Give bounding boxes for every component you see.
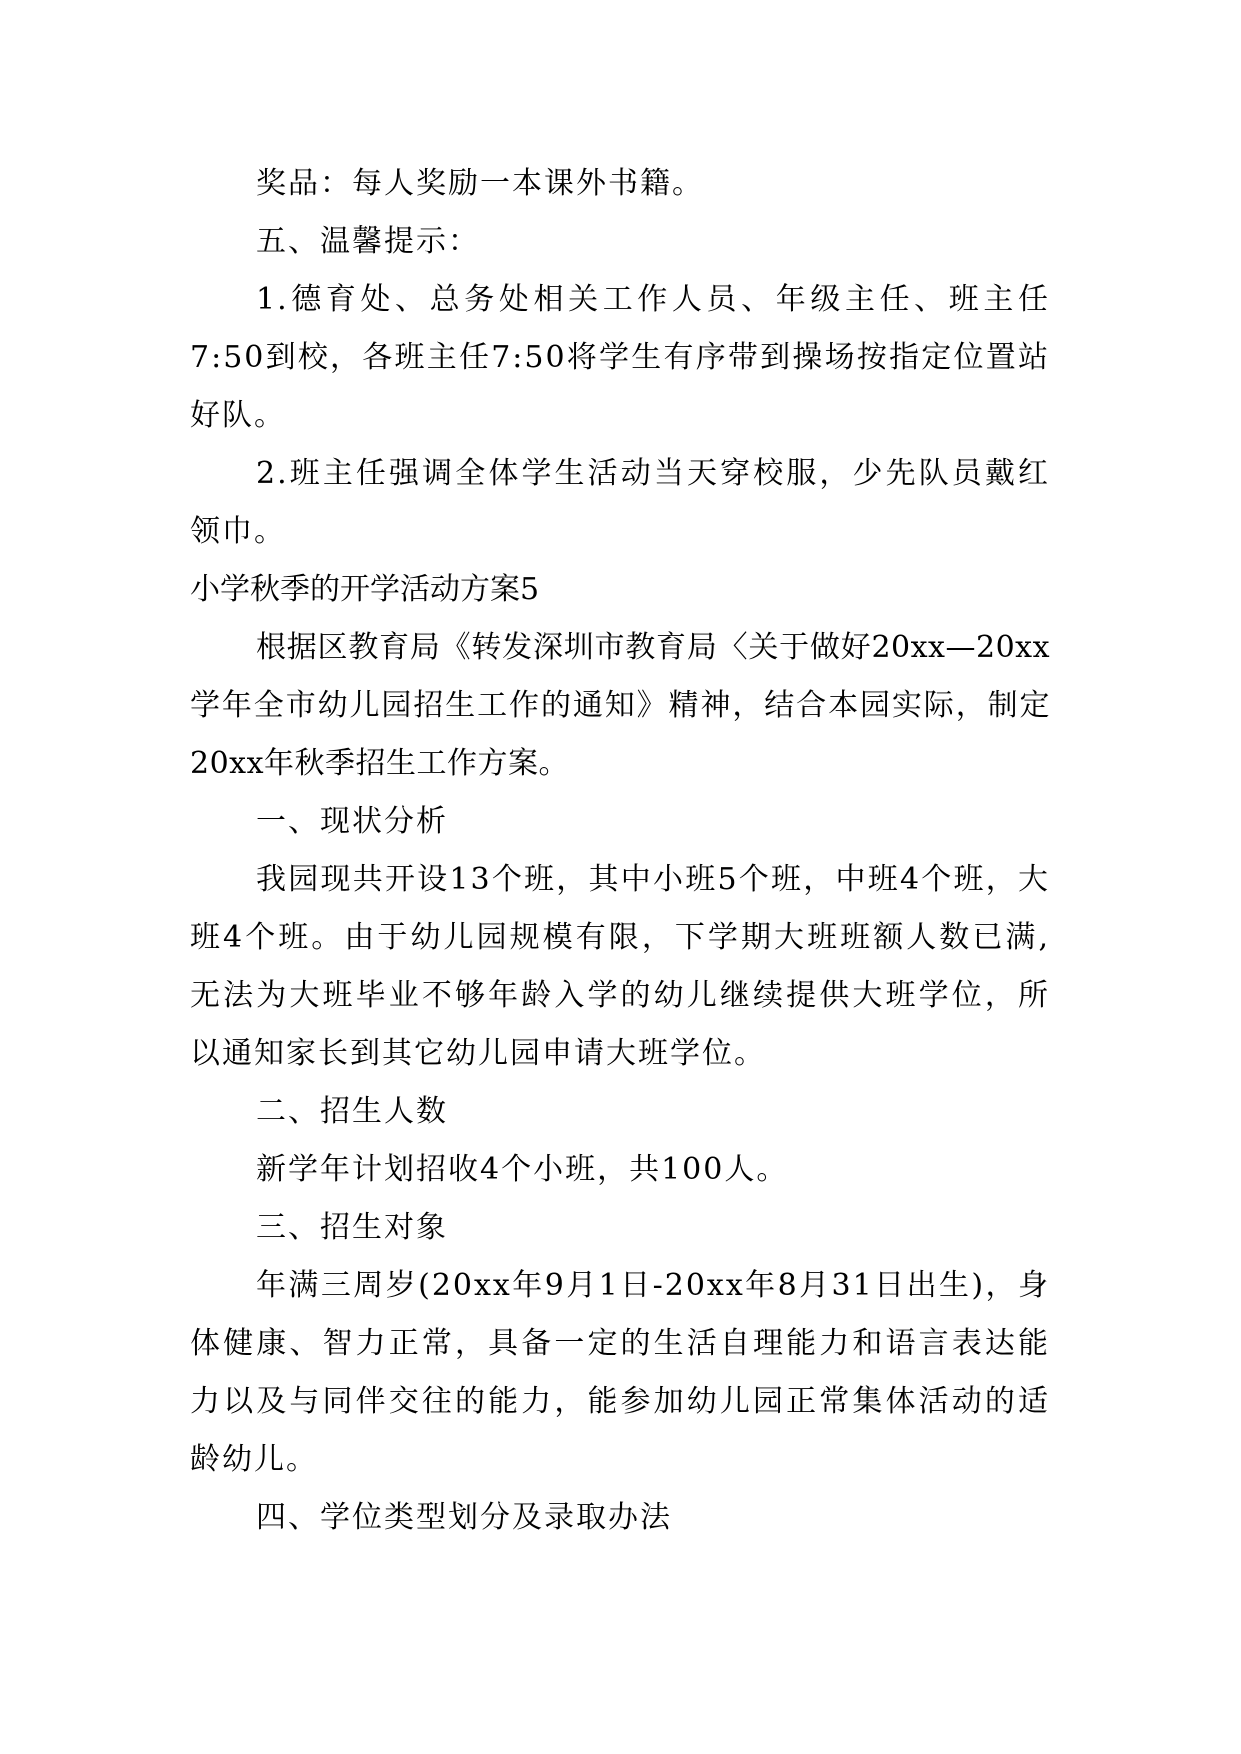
enrollment-number-paragraph: 新学年计划招收4个小班，共100人。 — [256, 1152, 789, 1187]
heading-status-analysis: 一、现状分析 — [256, 804, 448, 839]
heading-tips: 五、温馨提示： — [256, 224, 480, 259]
prize-line: 奖品：每人奖励一本课外书籍。 — [256, 166, 704, 201]
heading-enrollment-target: 三、招生对象 — [256, 1210, 448, 1245]
intro-paragraph: 根据区教育局《转发深圳市教育局〈关于做好20xx—20xx学年全市幼儿园招生工作的通知》精神，结合本园实际，制定20xx年秋季招生工作方案。 — [190, 630, 1050, 781]
status-paragraph: 我园现共开设13个班，其中小班5个班，中班4个班，大班4个班。由于幼儿园规模有限，下学期大班班额人数已满,无法为大班毕业不够年龄入学的幼儿继续提供大班学位，所以通知家长到其它幼儿园申请大班学位。 — [190, 862, 1050, 1071]
document-body — [190, 155, 1050, 1547]
enrollment-target-paragraph: 年满三周岁(20xx年9月1日-20xx年8月31日出生)，身体健康、智力正常，具备一定的生活自理能力和语言表达能力以及与同伴交往的能力，能参加幼儿园正常集体活动的适龄幼儿。 — [190, 1268, 1050, 1477]
tip-item-2: 2.班主任强调全体学生活动当天穿校服，少先队员戴红领巾。 — [190, 456, 1050, 549]
heading-placement-types: 四、学位类型划分及录取办法 — [256, 1500, 672, 1535]
heading-enrollment-number: 二、招生人数 — [256, 1094, 448, 1129]
section-title: 小学秋季的开学活动方案5 — [190, 572, 540, 607]
tip-item-1: 1.德育处、总务处相关工作人员、年级主任、班主任7:50到校，各班主任7:50将学生有序带到操场按指定位置站好队。 — [190, 282, 1050, 433]
